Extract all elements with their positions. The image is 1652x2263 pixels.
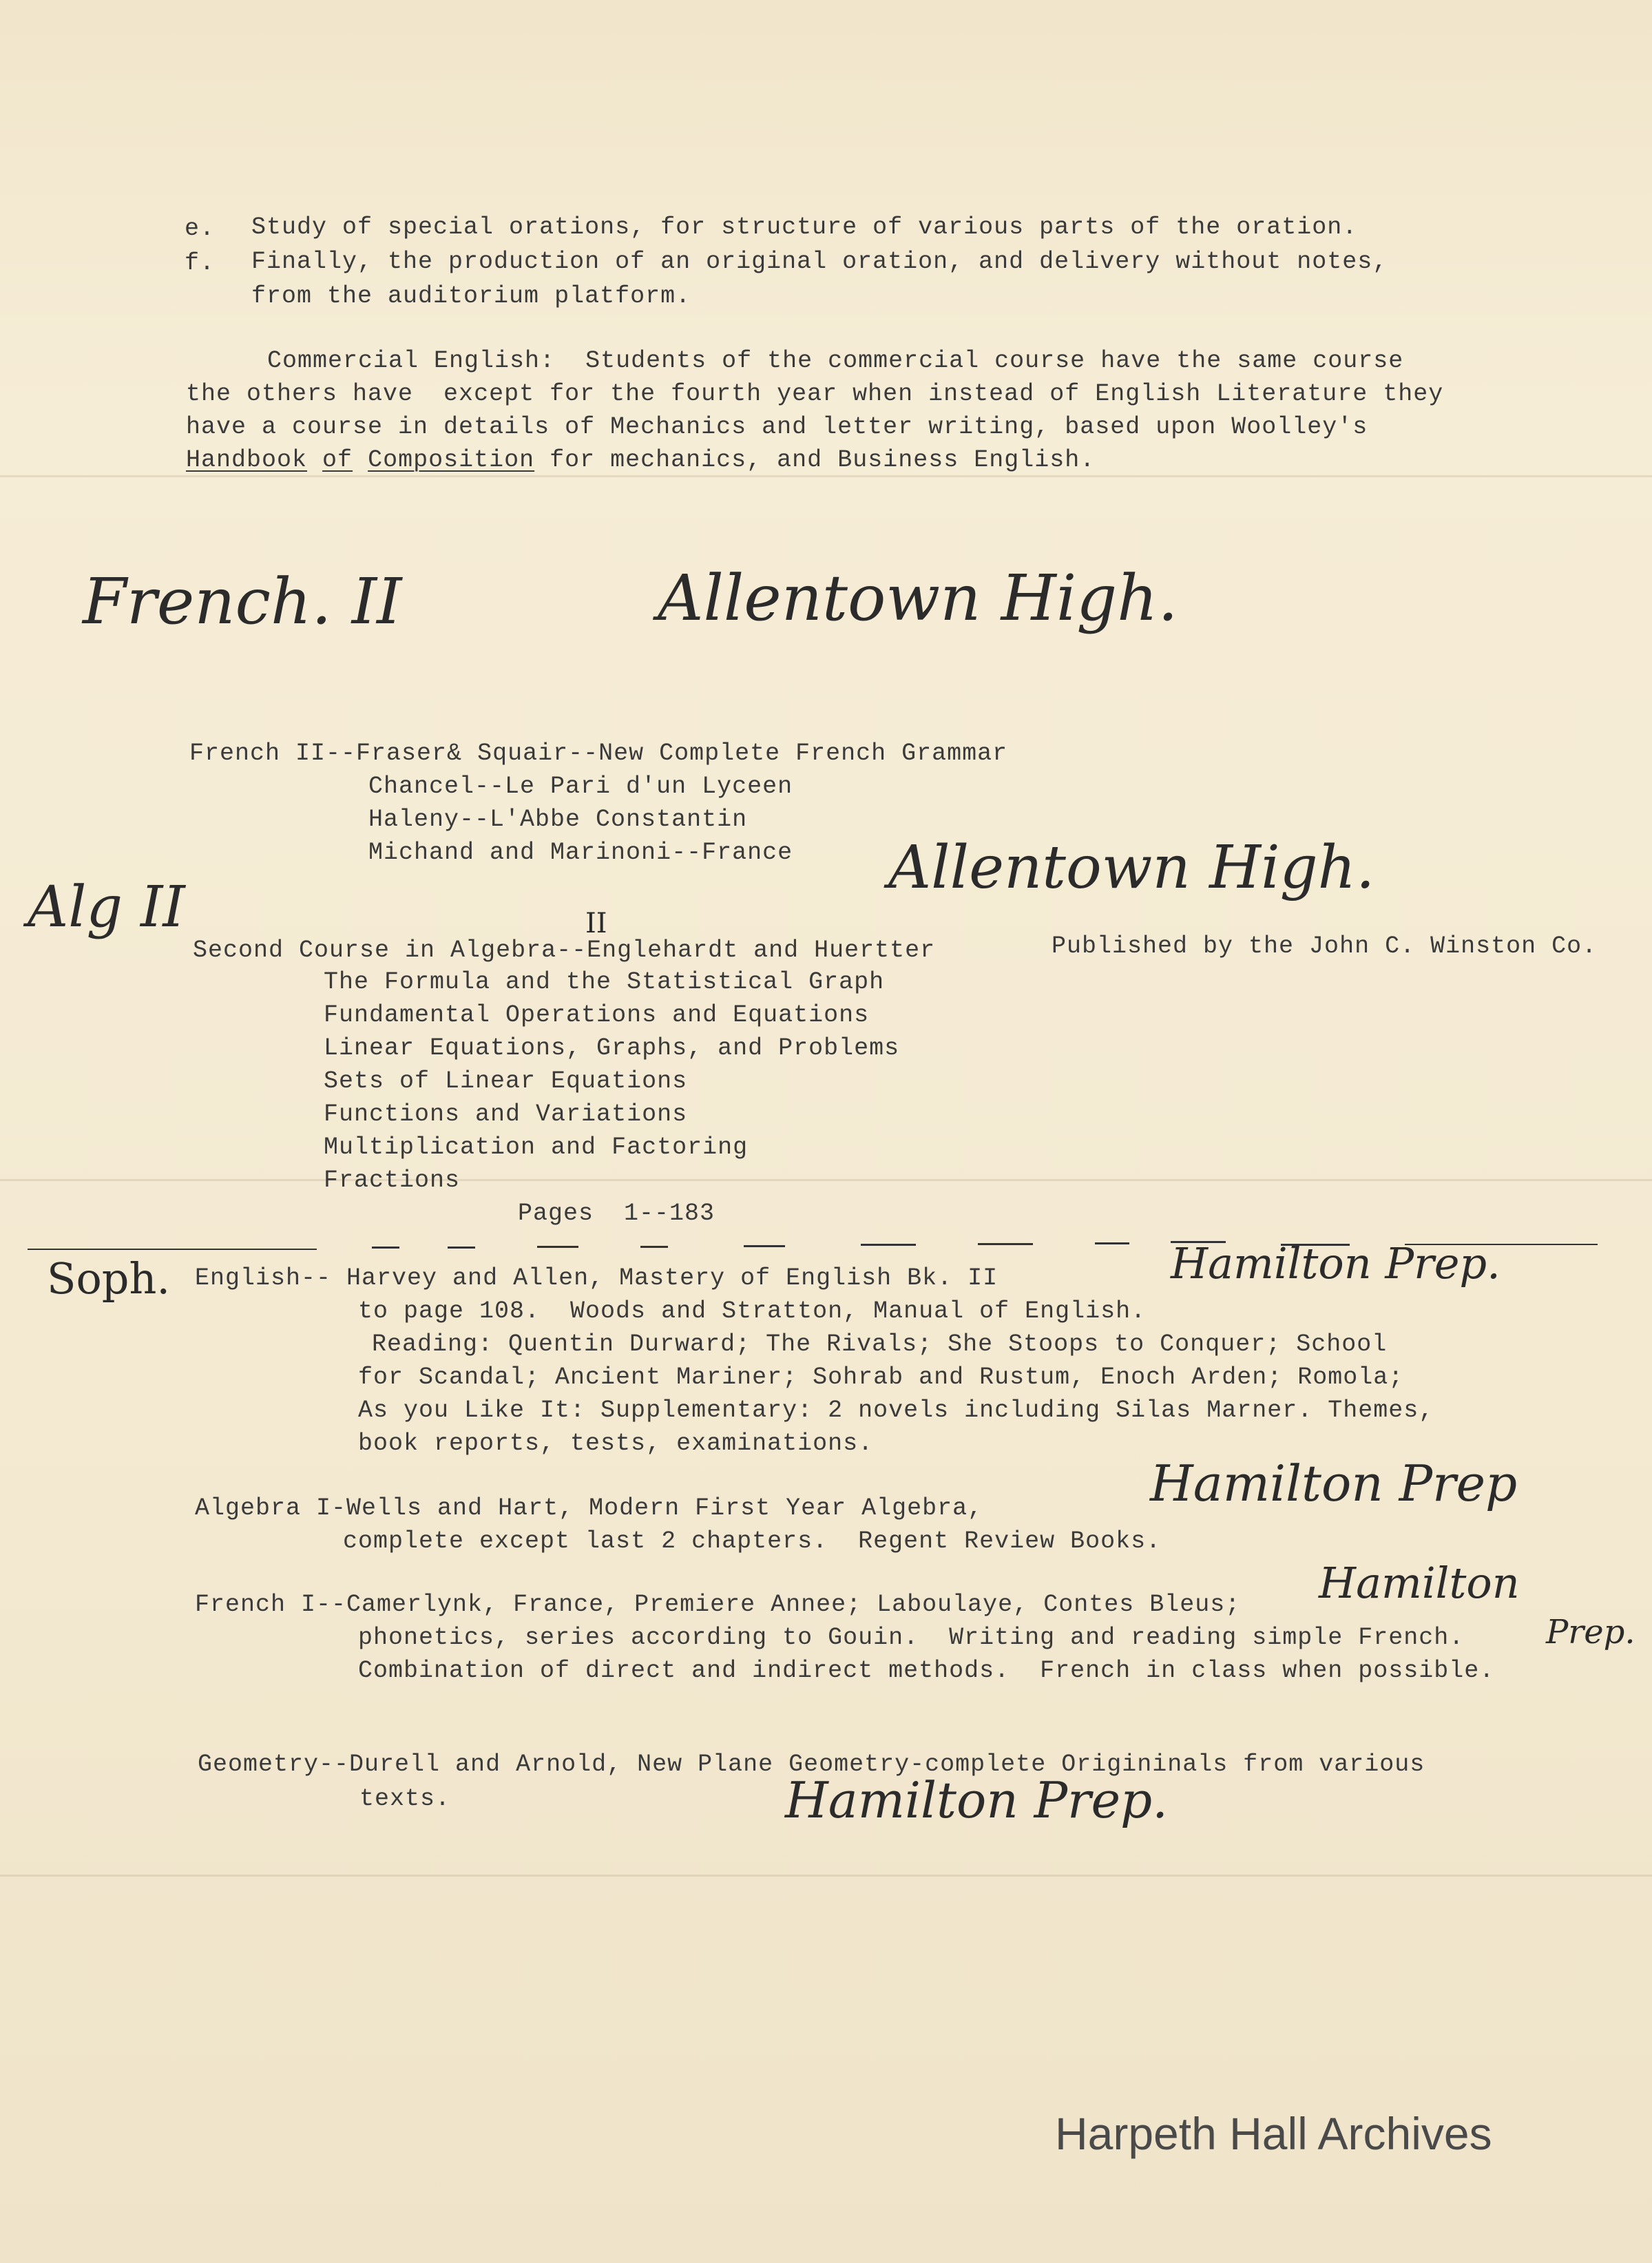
book-title-word: Composition bbox=[368, 446, 535, 474]
french2-line3: Haleny--L'Abbe Constantin bbox=[368, 806, 748, 833]
handwritten-alg-margin: Alg II bbox=[28, 875, 185, 940]
book-title-word: of bbox=[322, 446, 353, 474]
handwritten-prep: Prep. bbox=[1546, 1613, 1635, 1651]
handwritten-hamilton: Hamilton bbox=[1319, 1558, 1520, 1608]
book-title-word: Handbook bbox=[186, 446, 308, 474]
french2-line2: Chancel--Le Pari d'un Lyceen bbox=[368, 773, 793, 800]
handwritten-roman-two: II bbox=[585, 908, 607, 939]
item-f-line2: from the auditorium platform. bbox=[251, 282, 691, 310]
english-line1: English-- Harvey and Allen, Mastery of English Bk. II bbox=[195, 1264, 998, 1292]
commercial-line2: the others have except for the fourth year when instead of English Literature they bbox=[186, 380, 1444, 408]
french1-line3: Combination of direct and indirect methods. French in class when possible. bbox=[358, 1657, 1495, 1685]
algebra2-pages: Pages 1--183 bbox=[518, 1200, 715, 1227]
english-line2: to page 108. Woods and Stratton, Manual of English. bbox=[358, 1297, 1147, 1325]
item-f-line1: Finally, the production of an original oration, and delivery without notes, bbox=[251, 248, 1388, 275]
handwritten-allentown-high: Allentown High. bbox=[888, 833, 1375, 902]
item-e-text: Study of special orations, for structure of various parts of the oration. bbox=[251, 213, 1358, 241]
algebra2-topic: The Formula and the Statistical Graph bbox=[324, 968, 885, 996]
commercial-line4 bbox=[186, 444, 1095, 477]
algebra2-topic: Sets of Linear Equations bbox=[324, 1067, 688, 1095]
algebra2-topic: Functions and Variations bbox=[324, 1101, 688, 1128]
algebra1-line1: Algebra I-Wells and Hart, Modern First Year Algebra, bbox=[195, 1494, 983, 1522]
page-fold bbox=[0, 1875, 1652, 1877]
algebra2-topic: Fractions bbox=[324, 1167, 461, 1194]
geometry-line2: texts. bbox=[359, 1785, 451, 1813]
algebra2-topic: Linear Equations, Graphs, and Problems bbox=[324, 1034, 900, 1062]
handwritten-hamilton-prep: Hamilton Prep. bbox=[785, 1771, 1169, 1829]
commercial-line3: have a course in details of Mechanics and letter writing, based upon Woolley's bbox=[186, 413, 1368, 441]
handwritten-hamilton-prep: Hamilton Prep bbox=[1150, 1454, 1518, 1512]
commercial-line1: Commercial English: Students of the commercial course have the same course bbox=[267, 347, 1404, 375]
algebra2-topic: Fundamental Operations and Equations bbox=[324, 1001, 870, 1029]
algebra1-line2: complete except last 2 chapters. Regent Review Books. bbox=[343, 1527, 1162, 1555]
handwritten-soph-margin: Soph. bbox=[47, 1253, 171, 1304]
english-line4: for Scandal; Ancient Mariner; Sohrab and Rustum, Enoch Arden; Romola; bbox=[358, 1364, 1404, 1391]
english-line6: book reports, tests, examinations. bbox=[358, 1430, 874, 1457]
item-e-marker: e. bbox=[185, 215, 216, 242]
english-line3: Reading: Quentin Durward; The Rivals; She Stoops to Conquer; School bbox=[372, 1331, 1388, 1358]
french1-line2: phonetics, series according to Gouin. Writing and reading simple French. bbox=[358, 1624, 1465, 1651]
archive-watermark: Harpeth Hall Archives bbox=[1055, 2108, 1492, 2159]
algebra2-title: Second Course in Algebra--Englehardt and Huertter bbox=[193, 937, 936, 964]
commercial-line4-rest: for mechanics, and Business English. bbox=[534, 446, 1096, 474]
handwritten-hamilton-prep: Hamilton Prep. bbox=[1171, 1238, 1501, 1289]
algebra2-publisher: Published by the John C. Winston Co. bbox=[1052, 932, 1598, 960]
french2-line1: French II--Fraser& Squair--New Complete French Grammar bbox=[189, 740, 1008, 767]
algebra2-topic: Multiplication and Factoring bbox=[324, 1134, 749, 1161]
handwritten-french-heading: French. II bbox=[83, 565, 402, 638]
handwritten-allentown-high: Allentown High. bbox=[658, 561, 1178, 635]
item-f-marker: f. bbox=[185, 249, 216, 277]
french1-line1: French I--Camerlynk, France, Premiere Annee; Laboulaye, Contes Bleus; bbox=[195, 1591, 1241, 1618]
french2-line4: Michand and Marinoni--France bbox=[368, 839, 793, 866]
geometry-line1: Geometry--Durell and Arnold, New Plane Geometry-complete Origininals from various bbox=[198, 1751, 1425, 1778]
page-fold bbox=[0, 1179, 1652, 1181]
english-line5: As you Like It: Supplementary: 2 novels including Silas Marner. Themes, bbox=[358, 1397, 1434, 1424]
